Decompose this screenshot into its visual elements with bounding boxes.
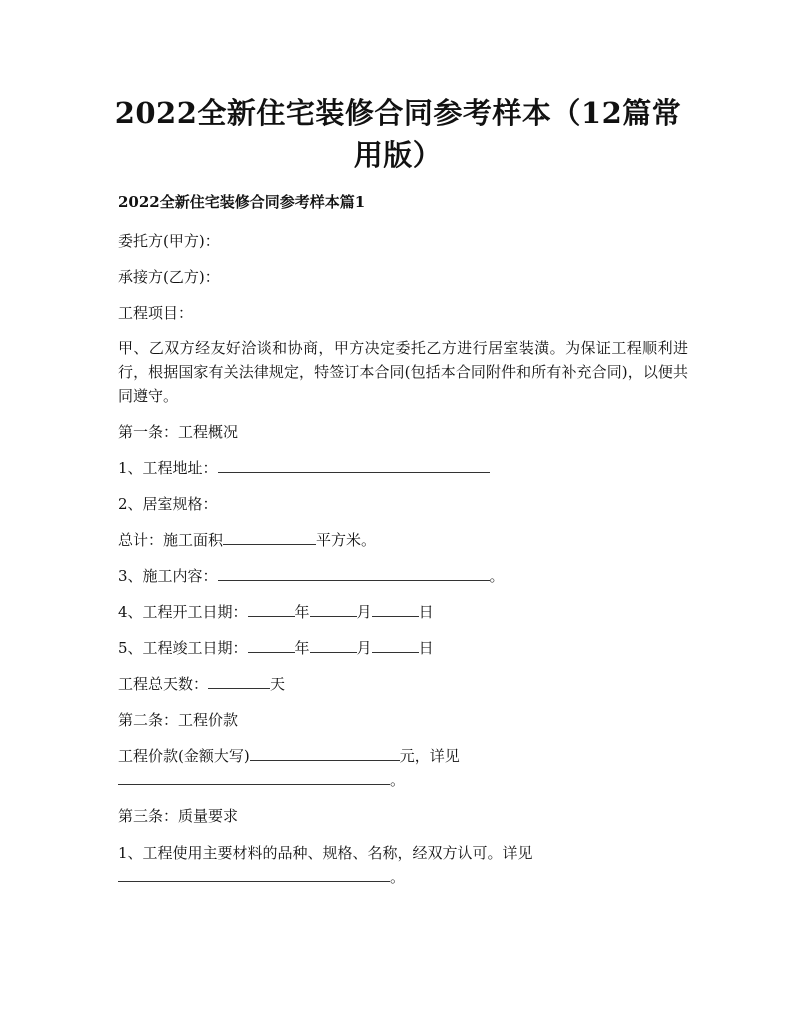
total-days-label: 工程总天数：: [118, 675, 209, 693]
start-month: 月: [356, 603, 372, 621]
end-date-line: [118, 638, 434, 658]
price-detail-blank: [118, 770, 390, 785]
price-suffix: 元，详见: [399, 747, 460, 765]
address-blank: [218, 458, 490, 473]
price-line: [118, 746, 460, 766]
price-detail-period: 。: [390, 771, 406, 789]
address-line: [118, 458, 490, 478]
start-year-blank: [248, 602, 295, 617]
article-1-heading: 第一条：工程概况: [118, 423, 239, 441]
end-month: 月: [356, 639, 372, 657]
start-date-line: [118, 602, 434, 622]
content-blank: [218, 566, 490, 581]
article-3-heading: 第三条：质量要求: [118, 807, 239, 825]
start-label: 4、工程开工日期：: [118, 603, 248, 621]
area-blank: [223, 530, 316, 545]
end-month-blank: [310, 638, 357, 653]
area-unit: 平方米。: [316, 531, 377, 549]
price-label: 工程价款(金额大写): [118, 747, 250, 765]
end-year: 年: [294, 639, 310, 657]
materials-detail-blank: [118, 867, 390, 882]
materials-line: 1、工程使用主要材料的品种、规格、名称，经双方认可。详见: [118, 844, 533, 862]
start-day: 日: [418, 603, 434, 621]
end-year-blank: [248, 638, 295, 653]
principal-line: 委托方(甲方)：: [118, 232, 220, 250]
content-line: [118, 566, 505, 586]
project-line: 工程项目：: [118, 304, 194, 322]
price-blank: [250, 746, 400, 761]
address-label: 1、工程地址：: [118, 459, 218, 477]
materials-detail-period: 。: [390, 868, 406, 886]
start-year: 年: [294, 603, 310, 621]
spec-line: 2、居室规格：: [118, 495, 218, 513]
intro-paragraph: 甲、乙双方经友好洽谈和协商，甲方决定委托乙方进行居室装潢。为保证工程顺利进行，根据国家有关法律规定，特签订本合同(包括本合同附件和所有补充合同)，以便共同遵守。: [118, 339, 688, 405]
area-line: [118, 530, 376, 550]
end-day-blank: [372, 638, 419, 653]
price-detail-line: [118, 770, 405, 790]
end-label: 5、工程竣工日期：: [118, 639, 248, 657]
days-unit: 天: [270, 675, 286, 693]
start-month-blank: [310, 602, 357, 617]
document-title: 2022全新住宅装修合同参考样本（12篇常用版）: [114, 96, 682, 172]
area-label: 总计：施工面积: [118, 531, 224, 549]
section-heading: 2022全新住宅装修合同参考样本篇1: [118, 193, 366, 211]
end-day: 日: [418, 639, 434, 657]
start-day-blank: [372, 602, 419, 617]
contractor-line: 承接方(乙方)：: [118, 268, 220, 286]
content-label: 3、施工内容：: [118, 567, 218, 585]
content-period: 。: [489, 567, 505, 585]
article-2-heading: 第二条：工程价款: [118, 711, 239, 729]
total-days-line: [118, 674, 285, 694]
materials-detail-line: [118, 867, 405, 887]
total-days-blank: [208, 674, 270, 689]
